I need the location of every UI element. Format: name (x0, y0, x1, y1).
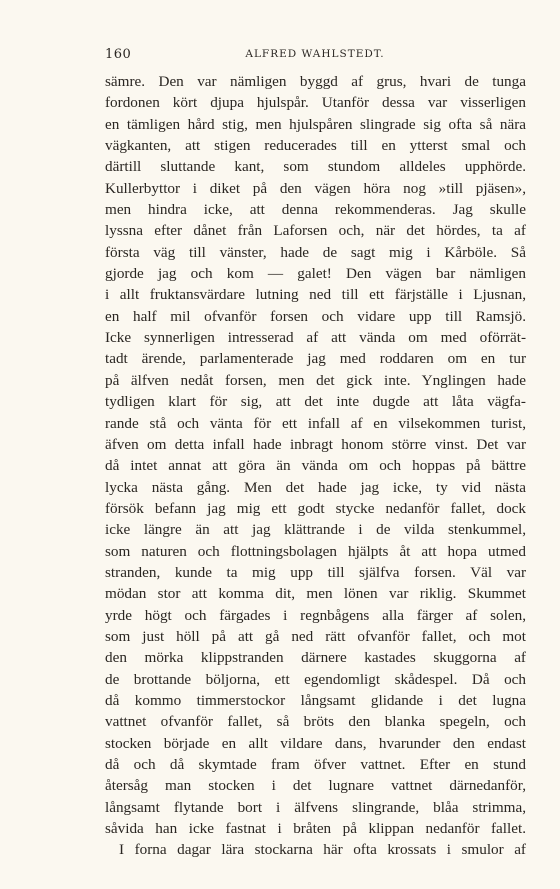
text-line: då intet annat att göra än vända om och hoppas på bättre (105, 457, 526, 475)
text-line: stranden, kunde ta mig upp till själfva forsen. Väl var (105, 563, 526, 581)
running-head (105, 47, 525, 67)
text-line: en tämligen hård stig, men hjulspåren slingrade sig ofta så nära (105, 115, 526, 133)
text-line: men hindra icke, att denna rekommenderas. Jag skulle (105, 201, 526, 219)
page-number: 160 (105, 47, 132, 62)
text-line: I forna dagar lära stockarna här ofta krossats i smulor af (119, 841, 526, 859)
text-line: icke längre än att jag klättrande i de vilda stenkummel, (105, 521, 526, 539)
text-line: den mörka klippstranden därnere kastades skuggorna af (105, 649, 526, 667)
running-title: ALFRED WAHLSTEDT. (245, 48, 385, 60)
text-line: lyssna efter dånet från Laforsen och, när det hördes, ta af (105, 222, 526, 240)
text-line: fordonen kört djupa hjulspår. Utanför dessa var visserligen (105, 94, 526, 112)
text-line: Kullerbyttor i diket på den vägen höra nog »till pjäsen», (105, 179, 526, 197)
text-line: gjorde jag och kom — galet! Den vägen bar nämligen (105, 265, 526, 283)
text-line: därtill sluttande kant, som stundom alldeles upphörde. (105, 158, 526, 176)
text-line: långsamt flytande bort i älfvens slingrande, blåa strimma, (105, 798, 526, 816)
text-line: de brottande böljorna, ett egendomligt skådespel. Då och (105, 670, 526, 688)
text-line: en half mil ofvanför forsen och vidare upp till Ramsjö. (105, 307, 526, 325)
text-line: såvida han icke fastnat i bråten på klippan nedanför fallet. (105, 820, 526, 838)
text-line: sämre. Den var nämligen byggd af grus, hvari de tunga (105, 73, 526, 90)
text-line: första väg till vänster, hade de sagt mig i Kårböle. Så (105, 243, 526, 261)
text-line: i allt fruktansvärdare lutning ned till ett färjställe i Ljusnan, (105, 286, 526, 304)
text-line: vattnet ofvanför fallet, så bröts den blanka spegeln, och (105, 713, 526, 731)
text-line: stocken började en allt vildare dans, hvarunder den endast (105, 734, 526, 752)
text-line: tydligen klart för sig, att det inte dugde att låta vägfa- (105, 393, 526, 411)
text-line: då och då skymtade fram öfver vattnet. Efter en stund (105, 756, 526, 773)
text-line: äfven om detta infall hade inbragt honom större vinst. Det var (105, 435, 526, 453)
text-line: tadt ärende, parlamenterade jag med roddaren om en tur (105, 350, 526, 368)
text-line: lycka nästa gång. Men det hade jag icke, ty vid nästa (105, 478, 526, 496)
text-line: vägkanten, att stigen reducerades till en ytterst smal och (105, 137, 526, 155)
text-line: återsåg man stocken i det lugnare vattnet därnedanför, (105, 777, 526, 795)
text-line: på älfven nedåt forsen, men det gick inte. Ynglingen hade (105, 371, 526, 389)
text-line: som just höll på att gå ned rätt ofvanför fallet, och mot (105, 627, 526, 645)
text-line: yrde högt och färgades i regnbågens alla färger af solen, (105, 606, 526, 624)
text-line: Icke synnerligen intresserad af att vända om med oförrät- (105, 329, 526, 347)
text-line: mödan stor att komma dit, men lönen var riklig. Skummet (105, 585, 526, 603)
text-line: då kommo timmerstockor långsamt glidande i det lugna (105, 691, 526, 709)
body-text (105, 71, 526, 861)
text-line: som naturen och flottningsbolagen hjälpts åt att hopa utmed (105, 542, 526, 560)
text-line: försök befann jag mig ett godt stycke nedanför fallet, dock (105, 499, 526, 517)
text-line: rande stå och vänta för ett infall af en vilsekommen turist, (105, 414, 526, 432)
